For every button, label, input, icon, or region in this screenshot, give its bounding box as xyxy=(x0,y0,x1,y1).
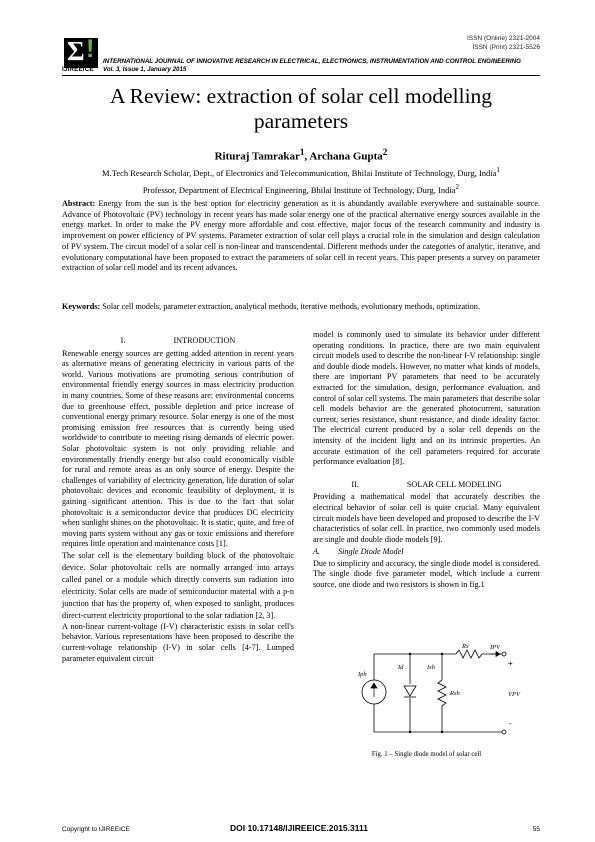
junction-node xyxy=(441,653,443,655)
affiliation-2-mark: 2 xyxy=(455,183,460,191)
logo-label: IJIREEICE xyxy=(62,66,94,73)
header-divider xyxy=(62,75,540,76)
journal-name: INTERNATIONAL JOURNAL OF INNOVATIVE RESEARCH IN ELECTRICAL, ELECTRONICS, INSTRUMENTATION AND CONTROL ENGINEERING xyxy=(103,58,521,65)
section-number: I. xyxy=(120,336,126,345)
figure-caption: Fig. 1 – Single diode model of solar cell xyxy=(371,751,482,758)
junction-node xyxy=(441,731,443,733)
intro-paragraph-3: A non-linear current-voltage (I-V) characteristic exists in solar cell's behavior. Various representations have been proposed to describe the current-voltage relationship (I-V) in solar cells [4-7]. Lumped parameter equivalent circuit xyxy=(62,621,294,663)
footer-doi[interactable]: DOI 10.17148/IJIREEICE.2015.3111 xyxy=(230,823,368,833)
abstract xyxy=(62,199,540,274)
affiliation-2-text: Professor, Department of Electrical Engineering, Bhilai Institute of Technology, Durg, India xyxy=(142,184,456,195)
subsection-title: Single Diode Model xyxy=(338,547,404,557)
label-rsh: Rsh xyxy=(450,690,460,697)
shunt-resistor xyxy=(438,680,446,706)
author-2: Archana Gupta xyxy=(309,150,383,163)
abstract-label: Abstract: xyxy=(62,199,96,208)
keywords-label: Keywords: xyxy=(62,302,101,311)
affiliation-1 xyxy=(58,165,544,179)
issn-online: ISSN (Online) 2321-2004 xyxy=(467,35,540,42)
affiliation-2 xyxy=(62,182,540,196)
label-id: Id xyxy=(398,664,404,671)
label-ish: Ish xyxy=(427,664,435,671)
logo-sigma-glyph: Σ xyxy=(67,36,85,66)
keywords-text: Solar cell models, parameter extraction, analytical methods, iterative methods, evolutionary methods, optimization. xyxy=(102,302,480,311)
section-number: II. xyxy=(351,479,359,489)
section-heading-introduction xyxy=(62,336,294,347)
logo-exclamation-glyph: ! xyxy=(86,35,95,63)
section-heading-modeling xyxy=(313,480,540,491)
label-iph: Iph xyxy=(358,671,367,678)
keywords xyxy=(62,302,540,313)
label-minus: - xyxy=(509,719,512,728)
intro-paragraph-3-continued: model is commonly used to simulate its behavior under different operating conditions. In practice, there are two main equivalent circuit models used to describe the non-linear I-V relationship: single and double diode models. However, no matter what kinds of models, there are important PV parameters that need to be accurately extracted for the simulation, design, performance evaluation, and control of solar cell systems. The main parameters that describe solar cell models behavior are the generated photocurrent, saturation current, series resistance, shunt resistance, and diode ideality factor. The electrical current produced by a solar cell depends on the intensity of the incident light and on its intrinsic properties. An accurate estimation of the cell parameters required for accurate performance evaluation [8]. xyxy=(313,330,540,467)
author-list: Rituraj Tamrakar$^1$, Archana Gupta$^2$ xyxy=(214,147,388,163)
affiliation-1-mark: 1 xyxy=(496,166,500,174)
subsection-number: A. xyxy=(313,547,321,557)
intro-paragraph-2: The solar cell is the elementary building block of the photovoltaic device. Solar photovoltaic cells are normally arranged into arrays called panel or a module which directly converts sun radiation into electricity. Solar cells are made of semiconductor material with a p-n junction that has the property of, when exposed to sunlight, produces direct-current electricity proportional to the solar radiation [2, 3]. xyxy=(62,550,294,620)
page-number: 55 xyxy=(532,826,540,833)
circuit-diagram xyxy=(358,642,528,744)
label-plus: + xyxy=(508,659,513,668)
right-column xyxy=(313,330,540,591)
footer-copyright: Copyright to IJIREEICE xyxy=(62,826,130,833)
intro-paragraph-1: Renewable energy sources are getting added attention in recent years as alternative means of generating electricity in various parts of the world. Various motivations are promoting serious contribution of environmental friendly energy sources in mass electricity production in many countries. Some of these reasons are: environmental concerns due to greenhouse effect, possible depletion and price increase of conventional energy primary resource. Solar energy is one of the most promising emission free resources that is currently being used worldwide to contribute to meeting rising demands of electric power. Solar photovoltaic system is not only providing reliable and environmentally friendly energy but also could economically visible for rural and remote areas as an only source of energy. Despite the challenges of variability of electricity generation, life duration of solar photovoltaic devices and economic feasibility of deployment, it is gaining significant attention. This is due to the fact that solar photovoltaic is a semiconductor device that produces DC electricity when sunlight shines on the photovoltaic. It is static, quite, and free of moving parts system without any gas or toxic emissions and therefore requires little operation and maintenance costs [1]. xyxy=(62,348,294,549)
label-vpv: VPV xyxy=(508,691,520,698)
abstract-text: Energy from the sun is the best option for electricity generation as it is abundantly available everywhere and sustainable source. Advance of Photovoltaic (PV) technology in recent years has made solar energy one of the practical alternative energy sources available in the energy market. In order to make the PV energy more affordable and cost effective, major focus of the research community and industry is improvement on power efficiency of PV systems. Parameter extraction of solar cell plays a crucial role in the simulation and design calculation of PV system. The circuit model of a solar cell is non-linear and transcendental. Different methods under the categories of analytic, iterative, and evolutionary computational have been proposed to extract the parameters of solar cell in recent years. This paper presents a survey on parameter extraction of solar cell model and its recent advances. xyxy=(62,199,540,273)
section-title: INTRODUCTION xyxy=(173,336,236,345)
junction-node xyxy=(409,653,411,655)
left-column xyxy=(62,336,294,664)
diode-symbol xyxy=(404,686,416,696)
junction-node xyxy=(409,731,411,733)
affiliation-1-text: M.Tech Research Scholar, Dept., of Electronics and Telecommunication, Bhilai Institute of Technology, Durg, India xyxy=(102,167,497,178)
journal-volume: Vol. 3, Issue 1, January 2015 xyxy=(103,66,187,73)
terminal-negative xyxy=(502,730,506,734)
modeling-paragraph-1: Providing a mathematical model that accurately describes the electrical behavior of solar cell is quite crucial. Many equivalent circuit models have been developed and proposed to describe the I-V characteristics of solar cell. In practice, two commonly used models are single and double diode models [9]. xyxy=(313,492,540,544)
issn-print: ISSN (Print) 2321-5526 xyxy=(472,44,540,51)
source-arrow-head xyxy=(371,683,377,688)
author-1-affil-mark: 1 xyxy=(299,147,305,157)
label-ipv: IPV xyxy=(490,644,501,651)
section-title: SOLAR CELL MODELING xyxy=(406,479,502,489)
modeling-paragraph-2: Due to simplicity and accuracy, the single diode model is considered. The single diode five parameter model, which include a current source, one diode and two resistors is shown in fig.1 xyxy=(313,558,540,590)
subsection-heading xyxy=(313,547,540,558)
ipv-arrow-head xyxy=(496,652,500,657)
paper-title: A Review: extraction of solar cell modelling parameters xyxy=(109,84,493,133)
series-resistor xyxy=(456,650,482,658)
terminal-positive xyxy=(502,652,506,656)
author-2-affil-mark: 2 xyxy=(382,147,388,157)
label-rs: Rs xyxy=(462,643,469,650)
author-1: Rituraj Tamrakar xyxy=(214,150,300,163)
